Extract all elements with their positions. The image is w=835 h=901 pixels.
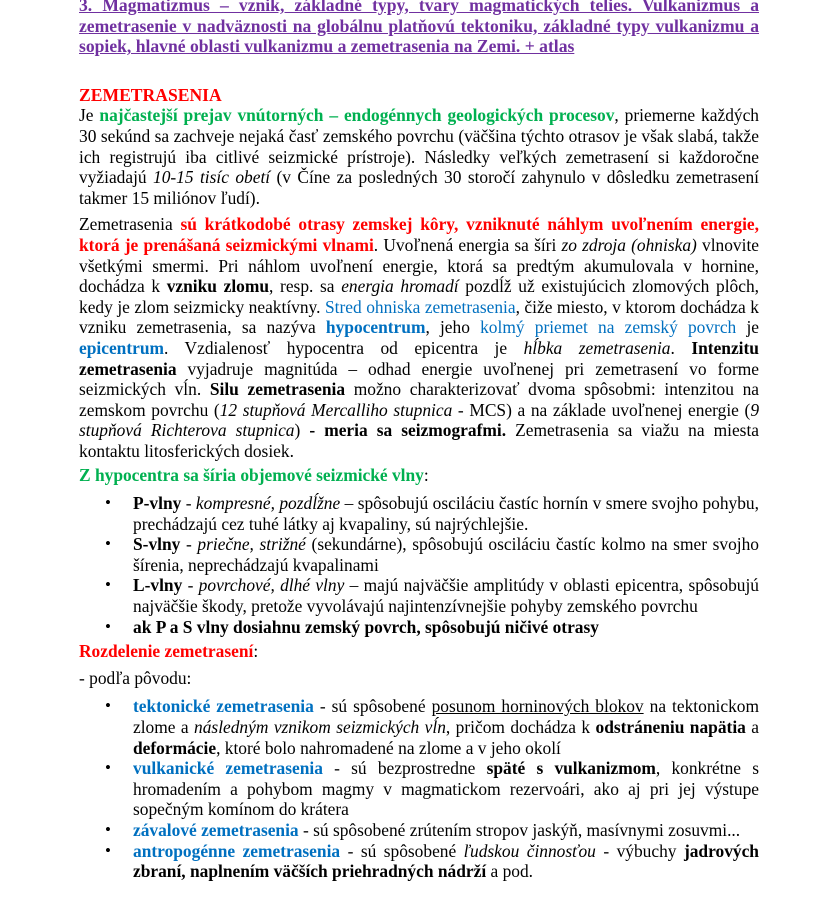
- term-epicentrum: epicentrum: [79, 337, 165, 358]
- bold-text: odstráneniu napätia: [595, 717, 746, 737]
- section-heading: ZEMETRASENIA: [79, 84, 222, 105]
- list-item-collapse: [79, 820, 759, 841]
- bold-text: jadrových zbraní, naplnením väčších priehradných nádrží: [133, 840, 759, 882]
- text: ): [294, 420, 310, 441]
- text: , konkrétne s hromadením a pohybom magmy v magmatickom rezervoári, ako aj pri jej výstupe sopečným komínom do krátera: [133, 758, 759, 820]
- text: , priemerne každých 30 sekúnd sa zachveje nejaká časť zemského povrchu (väčšina týchto otrasov je však slabá, takže ich registrujú iba citlivé seizmické prístroje). Následky veľkých zemetrasení si každoročne vyžiadajú: [79, 105, 759, 188]
- text: pozdĺž už existujúcich zlomových plôch, kedy je zlom seizmicky neaktívny.: [79, 276, 760, 317]
- text: a pod.: [486, 861, 534, 882]
- bold-text: Silu zemetrasenia: [209, 379, 346, 400]
- bold-text: S-vlny: [133, 534, 181, 555]
- list-item-p-waves: [79, 493, 759, 534]
- text: Zemetrasenia: [79, 214, 181, 235]
- paragraph-intro: [79, 105, 759, 208]
- title-line-3: sopiek, hlavné oblasti vulkanizmu a zemetrasenia na Zemi. + atlas: [79, 36, 575, 57]
- text: možno charakterizovať dvoma spôsobmi: intenzitou na zemskom povrchu (: [79, 379, 759, 420]
- division-list: [79, 696, 759, 881]
- text: . Uvoľnená energia sa šíri: [373, 234, 562, 255]
- list-item-p-s-waves: [79, 617, 759, 638]
- italic-text: 10-15 tisíc obetí: [153, 167, 271, 188]
- text: Je: [79, 105, 100, 126]
- list-item-l-waves: [79, 575, 759, 616]
- term-name: závalové zemetrasenia: [133, 819, 299, 840]
- text: (sekundárne), spôsobujú osciláciu častíc kolmo na smer svojho šírenia, neprechádzajú kvapalinami: [133, 534, 759, 575]
- bold-text: Intenzitu zemetrasenia: [79, 337, 759, 379]
- text: a: [745, 717, 759, 737]
- text: :: [423, 465, 429, 486]
- italic-text: priečne, strižné: [197, 534, 306, 555]
- italic-text: ľudskou činnosťou: [463, 840, 596, 861]
- text: , čiže miesto, v ktorom dochádza k vzniku zemetrasenia, sa nazýva: [79, 296, 759, 338]
- text: , resp. sa: [269, 276, 342, 297]
- bold-text: späté s vulkanizmom: [486, 758, 656, 779]
- list-item-volcanic: [79, 758, 759, 820]
- italic-text: 12 stupňová Mercalliho stupnica: [219, 399, 453, 420]
- list-item-tectonic: [79, 696, 759, 758]
- text: - MCS) a na základe uvoľnenej energie (: [452, 399, 751, 420]
- italic-text: kompresné, pozdĺžne: [195, 493, 341, 514]
- bold-text: L-vlny: [133, 575, 183, 596]
- text: -: [182, 575, 199, 596]
- highlight-blue: Stred ohniska zemetrasenia: [324, 296, 516, 317]
- text: , jeho: [425, 317, 481, 338]
- text: - sú spôsobené: [313, 696, 432, 717]
- text: , pričom dochádza k: [445, 717, 596, 737]
- highlight-red: Rozdelenie zemetrasení: [79, 641, 254, 662]
- italic-text: hĺbka zemetrasenia: [523, 337, 671, 358]
- bold-text: P-vlny: [133, 493, 182, 514]
- text: vyjadruje magnitúda – odhad energie uvoľnenej pri zemetrasení vo forme seizmických vĺn.: [79, 358, 759, 400]
- highlight-green: najčastejší prejav vnútorných – endogénnych geologických procesov: [99, 105, 615, 126]
- document-page: [79, 0, 759, 882]
- highlight-green: Z hypocentra sa šíria objemové seizmické vlny: [79, 465, 424, 486]
- paragraph-definition: [79, 214, 759, 461]
- text: vlnovite všetkými smermi. Pri náhlom uvoľnení energie, ktorá sa predtým akumulovala v hornine, dochádza k: [79, 234, 759, 297]
- italic-text: 9 stupňová Richterova stupnica: [79, 399, 760, 441]
- term-name: vulkanické zemetrasenia: [133, 758, 323, 779]
- list-item-s-waves: [79, 534, 759, 575]
- highlight-red: sú krátkodobé otrasy zemskej kôry, vzniknuté náhlym uvoľnením energie, ktorá je prenášaná seizmickými vlnami: [79, 214, 759, 255]
- bold-text: - meria sa seizmografmi.: [309, 420, 507, 441]
- list-item-anthropogenic: [79, 841, 759, 882]
- italic-text: povrchové, dlhé vlny: [198, 575, 345, 596]
- waves-heading: [79, 465, 759, 486]
- text: na tektonickom zlome a: [133, 696, 759, 737]
- term-hypocentrum: hypocentrum: [325, 317, 426, 338]
- text: .: [670, 337, 692, 358]
- text: (v Číne za posledných 30 storočí zahynulo v dôsledku zemetrasení takmer 15 miliónov ľudí).: [79, 167, 759, 208]
- text: je: [736, 317, 760, 338]
- term-name: tektonické zemetrasenia: [133, 696, 314, 717]
- text: - sú bezprostredne: [322, 758, 487, 779]
- bold-text: vzniku zlomu: [166, 276, 270, 297]
- text: :: [253, 641, 259, 662]
- highlight-blue: kolmý priemet na zemský povrch: [480, 317, 737, 338]
- title-line-2: zemetrasenie v nadväznosti na globálnu platňovú tektoniku, základné typy vulkanizmu a: [79, 15, 759, 36]
- bold-text: deformácie: [133, 737, 217, 758]
- text: , ktoré bolo nahromadené na zlome a v jeho okolí: [216, 737, 561, 758]
- text: - sú spôsobené: [340, 840, 464, 861]
- underlined-text: posunom horninových blokov: [431, 696, 644, 717]
- text: - výbuchy: [595, 840, 684, 861]
- by-origin-label: - podľa pôvodu:: [79, 667, 192, 688]
- text: -: [181, 493, 196, 514]
- italic-text: energia hromadí: [341, 276, 459, 297]
- document-title: [79, 0, 759, 57]
- text: -: [180, 534, 198, 555]
- italic-text: zo zdroja (ohniska): [561, 234, 697, 255]
- text: Zemetrasenia sa viažu na miesta kontaktu litosferických dosiek.: [79, 420, 759, 461]
- italic-text: následným vznikom seizmických vĺn: [194, 717, 446, 737]
- bold-text: ak P a S vlny dosiahnu zemský povrch, spôsobujú ničivé otrasy: [133, 616, 599, 637]
- term-name: antropogénne zemetrasenia: [133, 840, 341, 861]
- text: . Vzdialenosť hypocentra od epicentra je: [164, 337, 524, 358]
- text: - sú spôsobené zrútením stropov jaskýň, masívnymi zosuvmi...: [298, 819, 741, 840]
- text: – spôsobujú osciláciu častíc hornín v smere svojho pohybu, prechádzajú cez tuhé látky aj kvapaliny, sú najrýchlejšie.: [133, 493, 759, 534]
- text: – majú najväčšie amplitúdy v oblasti epicentra, spôsobujú najväčšie škody, pretože vyvolávajú najintenzívnejšie pohyby zemského povrchu: [133, 575, 759, 617]
- division-heading: [79, 641, 759, 662]
- title-line-1: 3. Magmatizmus – vznik, základné typy, tvary magmatických telies. Vulkanizmus a: [79, 0, 759, 15]
- waves-list: [79, 493, 759, 637]
